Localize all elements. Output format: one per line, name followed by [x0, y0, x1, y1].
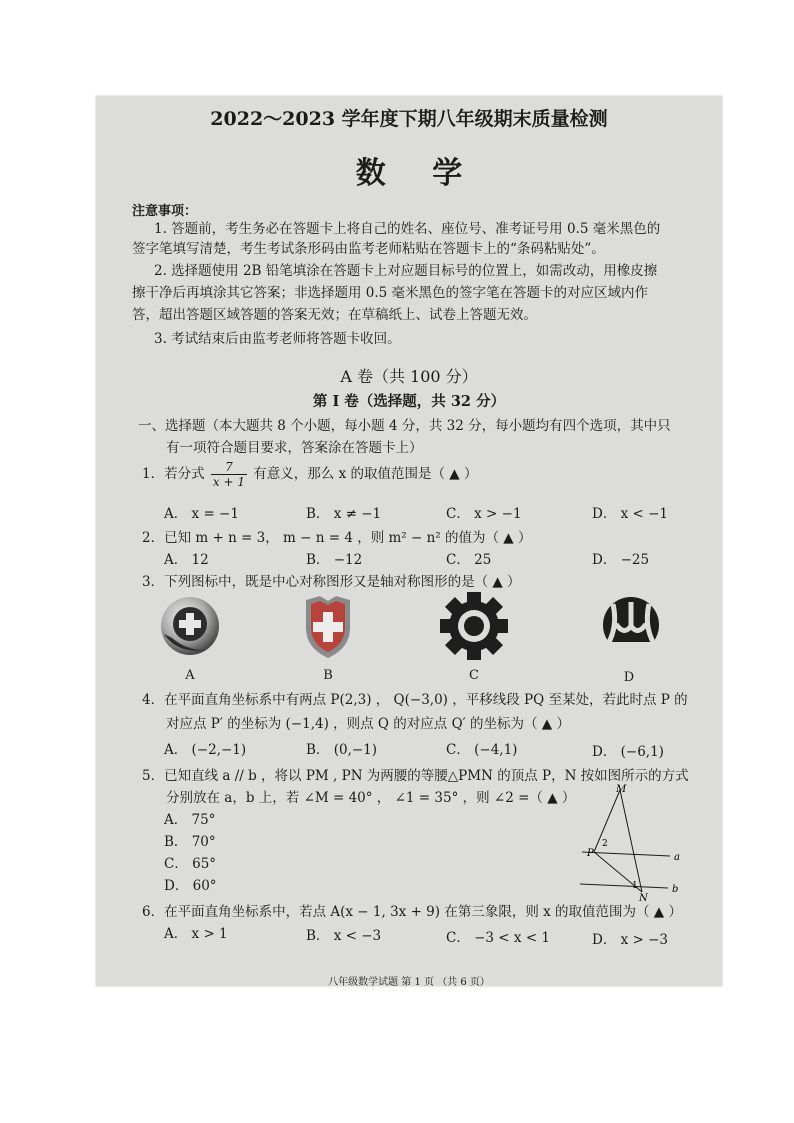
question-5: 5．已知直线 a // b ，将以 PM , PN 为两腰的等腰△PMN 的顶点 P，N 按如图所示的方式: [142, 768, 689, 784]
q5-label-m: M: [616, 784, 627, 795]
q1-option-d[interactable]: D． x < −1: [592, 506, 669, 522]
notice-line: 2. 选择题使用 2B 铅笔填涂在答题卡上对应题目标号的位置上，如需改动，用橡皮擦: [154, 263, 658, 279]
question-5-cont: 分别放在 a，b 上，若 ∠M = 40° ， ∠1 = 35° ，则 ∠2 =（ ▲ ）: [166, 790, 576, 806]
notice-line: 答，超出答题区域答题的答案无效；在草稿纸上、试卷上答题无效。: [132, 307, 537, 323]
q3-label-d: D: [623, 670, 635, 685]
question-4: 4．在平面直角坐标系中有两点 P(2,3) ， Q(−3,0) ，平移线段 PQ 至某处，若此时点 P 的: [142, 692, 688, 708]
q1-option-a[interactable]: A． x = −1: [164, 506, 239, 522]
question-6: 6．在平面直角坐标系中，若点 A(x − 1, 3x + 9) 在第三象限，则 x 的取值范围为（ ▲ ）: [142, 904, 682, 920]
q5-option-a[interactable]: A． 75°: [164, 812, 216, 828]
q5-label-angle2: 2: [602, 839, 608, 849]
q5-option-d[interactable]: D． 60°: [164, 878, 217, 894]
q4-option-b[interactable]: B． (0,−1): [306, 742, 378, 758]
q4-option-d[interactable]: D． (−6,1): [592, 744, 664, 760]
q5-option-c[interactable]: C． 65°: [164, 856, 217, 872]
notice-line: 1. 答题前，考生务必在答题卡上将自己的姓名、座位号、准考证号用 0.5 毫米黑色的: [154, 221, 661, 237]
q4-option-a[interactable]: A． (−2,−1): [164, 742, 247, 758]
q5-label-a: a: [674, 852, 680, 863]
notice-line: 3. 考试结束后由监考老师将答题卡收回。: [154, 331, 401, 347]
notice-line: 擦干净后再填涂其它答案；非选择题用 0.5 毫米黑色的签字笔在答题卡的对应区域内作: [132, 285, 649, 301]
question-4-cont: 对应点 P′ 的坐标为 (−1,4) ，则点 Q 的对应点 Q′ 的坐标为（ ▲ ）: [166, 716, 570, 732]
q2-option-a[interactable]: A． 12: [164, 552, 209, 568]
q2-option-c[interactable]: C． 25: [446, 552, 492, 568]
notice-line: 签字笔填写清楚，考生考试条形码由监考老师粘贴在答题卡上的“条码粘贴处”。: [132, 241, 605, 257]
q5-geometry-figure: [576, 784, 694, 902]
people-logo-icon[interactable]: [594, 596, 668, 654]
q1-option-b[interactable]: B． x ≠ −1: [306, 506, 382, 522]
notice-heading: 注意事项：: [132, 204, 198, 219]
question-2: 2．已知 m + n = 3， m − n = 4 ，则 m² − n² 的值为（ ▲ ）: [142, 530, 532, 546]
exam-title: 2022～2023 学年度下期八年级期末质量检测: [210, 108, 608, 130]
q3-label-a: A: [185, 668, 195, 683]
page-footer: 八年级数学试题 第 1 页 （共 6 页）: [328, 977, 490, 986]
q3-label-b: B: [323, 668, 333, 683]
gear-icon[interactable]: [438, 590, 510, 662]
q5-option-b[interactable]: B． 70°: [164, 834, 216, 850]
q1-stem-post: 有意义，那么 x 的取值范围是（ ▲ ）: [253, 466, 478, 482]
q1-numerator: 7: [211, 460, 247, 475]
q6-option-a[interactable]: A． x > 1: [164, 926, 228, 942]
q2-option-b[interactable]: B． −12: [306, 552, 363, 568]
q6-option-d[interactable]: D． x > −3: [592, 932, 669, 948]
section-a-heading: A 卷（共 100 分）: [340, 367, 478, 386]
q1-denominator: x + 1: [212, 475, 245, 489]
shield-cross-icon[interactable]: [298, 592, 358, 660]
part-one-heading: 第 Ⅰ 卷（选择题，共 32 分）: [312, 393, 506, 410]
q2-option-d[interactable]: D． −25: [592, 552, 650, 568]
plus-sphere-icon[interactable]: [158, 594, 222, 658]
part-one-instructions: 有一项符合题目要求，答案涂在答题卡上）: [166, 440, 423, 456]
q3-label-c: C: [469, 668, 479, 683]
q5-label-p: P: [587, 848, 594, 859]
question-1: [142, 460, 477, 489]
q1-option-c[interactable]: C． x > −1: [446, 506, 522, 522]
q6-option-c[interactable]: C． −3 < x < 1: [446, 930, 551, 946]
part-one-instructions: 一、选择题（本大题共 8 个小题，每小题 4 分，共 32 分，每小题均有四个选项，其中只: [138, 418, 671, 434]
question-3: 3．下列图标中，既是中心对称图形又是轴对称图形的是（ ▲ ）: [142, 574, 521, 590]
q1-fraction: [211, 460, 247, 489]
q5-label-n: N: [639, 893, 648, 902]
exam-page: [96, 96, 722, 986]
subject-title: 数 学: [355, 156, 481, 191]
q6-option-b[interactable]: B． x < −3: [306, 928, 382, 944]
q5-label-angle1: 1: [632, 881, 638, 891]
q5-label-b: b: [672, 884, 679, 895]
q4-option-c[interactable]: C． (−4,1): [446, 742, 518, 758]
q1-stem-pre: 1．若分式: [142, 466, 205, 482]
